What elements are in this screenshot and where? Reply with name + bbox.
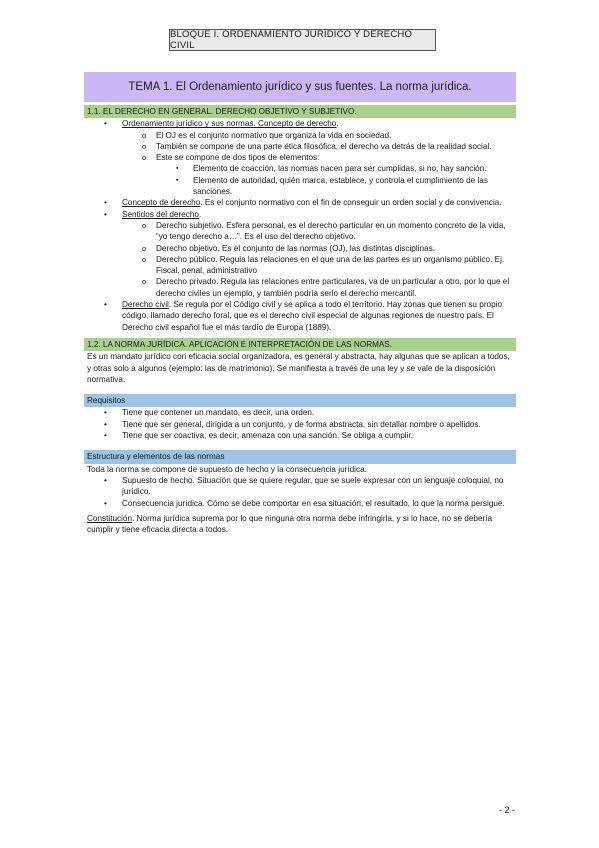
list-item: • Ordenamiento jurídico y sus normas. Concepto de derecho. (84, 118, 516, 129)
list-item: • Derecho civil. Se regula por el Código civil y se aplica a todo el territorio. Hay zonas que tienen su propio código, llamado derecho foral, que es el derecho civil especial de algunas regiones de nuestro país. El Derecho civil español fue el más tardío de Europa (1889). (84, 299, 516, 333)
list-item: o Derecho objetivo. Es el conjunto de las normas (OJ), las distintas disciplinas. (84, 243, 516, 254)
list-item: ▪ Elemento de autoridad, quién marca, establece, y controla el cumplimiento de las sanciones. (84, 175, 516, 198)
list-item: • Concepto de derecho. Es el conjunto normativo con el fin de conseguir un orden social y de convivencia. (84, 197, 516, 208)
concept-label: Derecho civil (122, 300, 169, 310)
sub-list (84, 220, 516, 299)
sub-list (84, 130, 516, 164)
page-number: - 2 - (498, 805, 515, 815)
list-item: o Derecho subjetivo. Esfera personal, es el derecho particular en un momento concreto de la vida, “yo tengo derecho a…”. Es el uso del derecho objetivo. (84, 220, 516, 243)
concept-label: Concepto de derecho (122, 198, 201, 208)
concept-label: Constitución (87, 513, 133, 523)
list-item: • Tiene que contener un mandato, es decir, una orden. (84, 407, 516, 418)
list-item: ▪ Elemento de coacción, las normas nacen para ser cumplidas, si no, hay sanción. (84, 163, 516, 174)
list-item: • Sentidos del derecho. (84, 209, 516, 220)
concept-label: Ordenamiento jurídico y sus normas. Concepto de derecho (122, 119, 337, 129)
section-intro: Es un mandato jurídico con eficacia social organizadora, es general y abstracta, hay algunas que se aplican a todos, y otras solo a algunos (ejemplo: las de matrimonio). Se manifiesta a través de una ley y se vale de la disposición normativa. (87, 352, 510, 384)
requirements-list (84, 407, 516, 441)
section-title-1-2: 1.2. LA NORMA JURÍDICA. APLICACIÓN E INTERPRETACIÓN DE LAS NORMAS. (84, 338, 516, 351)
list-item: o Derecho público. Regula las relaciones en el que una de las partes es un organismo público. Ej. Fiscal, penal, administrativo (84, 254, 516, 277)
list-item: o Este se compone de dos tipos de elementos: (84, 152, 516, 163)
list-item: o También se compone de una parte ética filosófica, el derecho va detrás de la realidad social. (84, 141, 516, 152)
structure-list (84, 475, 516, 509)
section-1-1-list (84, 197, 516, 220)
list-item: • Tiene que ser general, dirigida a un conjunto, y de forma abstracta, sin detallar nombre o apellidos. (84, 419, 516, 430)
sub-sub-list (84, 163, 516, 197)
document-body (84, 103, 516, 535)
list-item: • Supuesto de hecho. Situación que se quiere regular, que se suele expresar con un lenguaje coloquial, no jurídico. (84, 475, 516, 498)
list-item: o Derecho privado. Regula las relaciones entre particulares, va de un particular a otro, por lo que el derecho civiles un ejemplo, y también podría serlo el derecho mercantil. (84, 276, 516, 299)
section-title-1-1: 1.1. EL DERECHO EN GENERAL. DERECHO OBJETIVO Y SUBJETIVO. (84, 105, 516, 118)
structure-intro: Toda la norma se compone de supuesto de hecho y la consecuencia jurídica. (87, 464, 367, 474)
concept-label: Sentidos del derecho (122, 209, 199, 219)
subsection-title-requisitos: Requisitos (84, 394, 516, 407)
constitution-paragraph: Constitución. Norma jurídica suprema por lo que ninguna otra norma debe infringirla, y si lo hace, no se debería cumplir y tiene eficacia directa a todos. (87, 513, 493, 535)
list-item: • Consecuencia jurídica. Cómo se debe comportar en esa situación, el resultado, lo que la norma persigue. (84, 498, 516, 509)
block-header: BLOQUE I. ORDENAMIENTO JURÍDICO Y DERECHO CIVIL (169, 29, 436, 51)
subsection-title-estructura: Estructura y elementos de las normas (84, 450, 516, 463)
section-1-1-list (84, 118, 516, 129)
section-1-1-list (84, 299, 516, 333)
topic-title: TEMA 1. El Ordenamiento jurídico y sus fuentes. La norma jurídica. (84, 72, 516, 102)
list-item: • Tiene que ser coactiva, es decir, amenaza con una sanción. Se obliga a cumplir. (84, 430, 516, 441)
list-item: o El OJ es el conjunto normativo que organiza la vida en sociedad. (84, 130, 516, 141)
